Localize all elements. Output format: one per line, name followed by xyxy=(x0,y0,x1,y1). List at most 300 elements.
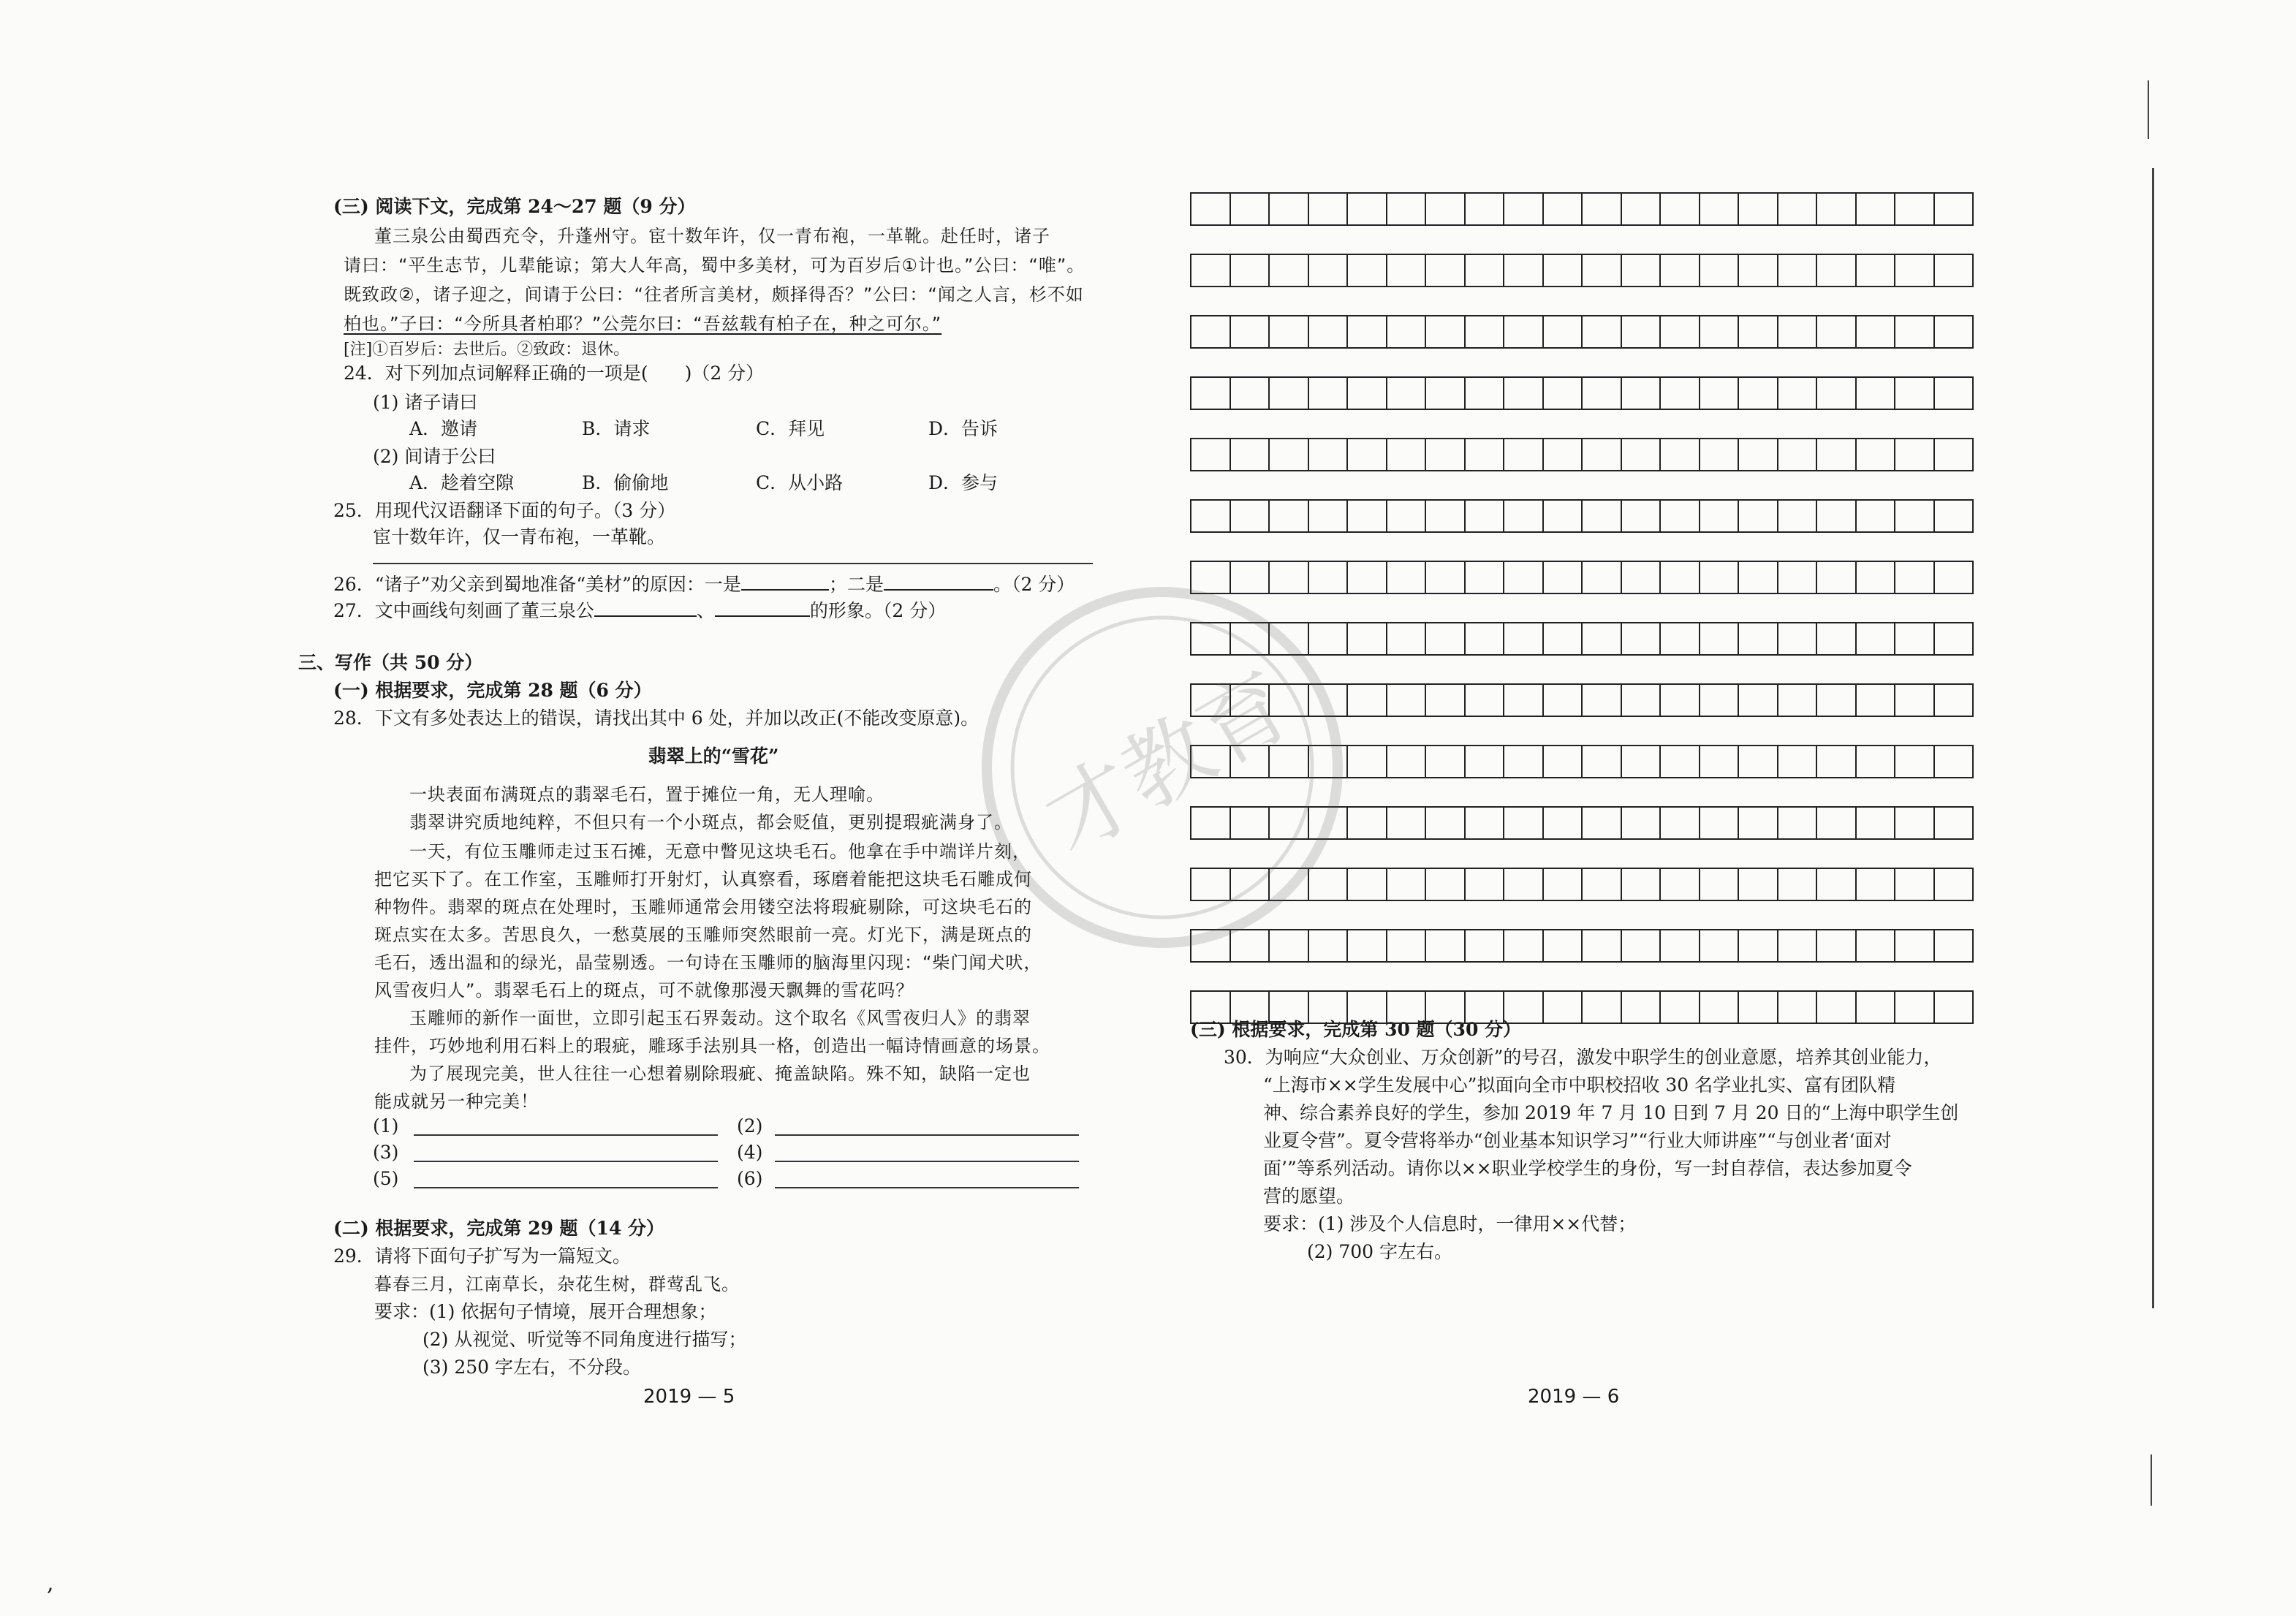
grid-cell[interactable] xyxy=(1426,746,1466,777)
option-c: C．拜见 xyxy=(756,418,825,439)
grid-cell[interactable] xyxy=(1426,869,1466,900)
grid-cell[interactable] xyxy=(1817,378,1857,409)
grid-cell[interactable] xyxy=(1661,623,1700,654)
grid-cell[interactable] xyxy=(1661,808,1700,838)
grid-cell[interactable] xyxy=(1895,255,1935,286)
grid-cell[interactable] xyxy=(1348,808,1387,838)
grid-cell[interactable] xyxy=(1466,869,1505,900)
grid-cell[interactable] xyxy=(1935,378,1974,409)
grid-cell[interactable] xyxy=(1857,562,1896,593)
grid-cell[interactable] xyxy=(1739,808,1778,838)
grid-cell[interactable] xyxy=(1622,316,1662,347)
grid-cell[interactable] xyxy=(1700,194,1740,224)
grid-cell[interactable] xyxy=(1622,255,1662,286)
grid-cell[interactable] xyxy=(1387,194,1427,224)
grid-cell[interactable] xyxy=(1583,623,1622,654)
grid-cell[interactable] xyxy=(1857,685,1896,716)
grid-row xyxy=(1190,315,1974,349)
grid-cell[interactable] xyxy=(1504,992,1544,1023)
grid-cell[interactable] xyxy=(1817,808,1857,838)
grid-cell[interactable] xyxy=(1817,255,1857,286)
grid-cell[interactable] xyxy=(1622,746,1662,777)
grid-cell[interactable] xyxy=(1583,869,1622,900)
grid-cell[interactable] xyxy=(1504,316,1544,347)
grid-cell[interactable] xyxy=(1544,808,1583,838)
answer-line[interactable] xyxy=(414,1161,718,1162)
grid-cell[interactable] xyxy=(1466,316,1505,347)
grid-cell[interactable] xyxy=(1466,501,1505,531)
grid-cell[interactable] xyxy=(1857,255,1896,286)
answer-label: (6) xyxy=(737,1168,763,1189)
grid-cell[interactable] xyxy=(1739,623,1778,654)
grid-cell[interactable] xyxy=(1778,255,1818,286)
grid-cell[interactable] xyxy=(1466,808,1505,838)
grid-cell[interactable] xyxy=(1661,439,1700,470)
grid-cell[interactable] xyxy=(1700,869,1740,900)
grid-row xyxy=(1190,192,1974,226)
grid-cell[interactable] xyxy=(1583,562,1622,593)
grid-cell[interactable] xyxy=(1387,316,1427,347)
grid-cell[interactable] xyxy=(1270,501,1309,531)
grid-cell[interactable] xyxy=(1466,439,1505,470)
grid-cell[interactable] xyxy=(1309,501,1349,531)
grid-cell[interactable] xyxy=(1817,746,1857,777)
grid-cell[interactable] xyxy=(1348,746,1387,777)
grid-cell[interactable] xyxy=(1817,930,1857,961)
grid-cell[interactable] xyxy=(1309,378,1349,409)
option-c: C．从小路 xyxy=(756,472,844,493)
grid-cell[interactable] xyxy=(1583,378,1622,409)
grid-cell[interactable] xyxy=(1700,623,1740,654)
grid-cell[interactable] xyxy=(1935,992,1974,1023)
grid-cell[interactable] xyxy=(1583,194,1622,224)
essay-title: 翡翠上的“雪花” xyxy=(648,746,779,767)
grid-cell[interactable] xyxy=(1857,194,1896,224)
grid-cell[interactable] xyxy=(1739,378,1778,409)
grid-cell[interactable] xyxy=(1504,746,1544,777)
grid-cell[interactable] xyxy=(1739,869,1778,900)
answer-label: (5) xyxy=(373,1168,399,1189)
passage-line: 既致政②，诸子迎之，间请于公曰：“往者所言美材，颇择得否？”公曰：“闻之人言，杉不如 xyxy=(344,284,1084,305)
grid-cell[interactable] xyxy=(1895,194,1935,224)
grid-cell[interactable] xyxy=(1895,685,1935,716)
option-d: D．参与 xyxy=(928,472,999,493)
grid-cell[interactable] xyxy=(1935,501,1974,531)
grid-cell[interactable] xyxy=(1387,623,1427,654)
question-29-req: (2) 从视觉、听觉等不同角度进行描写； xyxy=(423,1329,747,1350)
option-b: B．请求 xyxy=(582,418,651,439)
grid-cell[interactable] xyxy=(1270,992,1309,1023)
grid-cell[interactable] xyxy=(1504,255,1544,286)
grid-cell[interactable] xyxy=(1231,316,1270,347)
grid-cell[interactable] xyxy=(1778,623,1818,654)
grid-cell[interactable] xyxy=(1778,808,1818,838)
grid-cell[interactable] xyxy=(1778,562,1818,593)
grid-cell[interactable] xyxy=(1544,378,1583,409)
grid-cell[interactable] xyxy=(1895,623,1935,654)
grid-cell[interactable] xyxy=(1700,746,1740,777)
question-27-part3: 的形象。（2 分） xyxy=(809,600,947,621)
grid-cell[interactable] xyxy=(1935,623,1974,654)
grid-cell[interactable] xyxy=(1387,378,1427,409)
grid-cell[interactable] xyxy=(1583,439,1622,470)
grid-cell[interactable] xyxy=(1191,316,1231,347)
grid-cell[interactable] xyxy=(1426,685,1466,716)
page-number: 2019 — 6 xyxy=(1528,1386,1620,1408)
grid-cell[interactable] xyxy=(1466,992,1505,1023)
grid-cell[interactable] xyxy=(1426,439,1466,470)
grid-cell[interactable] xyxy=(1661,992,1700,1023)
grid-cell[interactable] xyxy=(1348,930,1387,961)
grid-cell[interactable] xyxy=(1426,562,1466,593)
grid-cell[interactable] xyxy=(1231,378,1270,409)
grid-cell[interactable] xyxy=(1504,439,1544,470)
grid-cell[interactable] xyxy=(1426,808,1466,838)
grid-cell[interactable] xyxy=(1622,501,1662,531)
grid-cell[interactable] xyxy=(1348,623,1387,654)
grid-cell[interactable] xyxy=(1935,808,1974,838)
grid-cell[interactable] xyxy=(1739,255,1778,286)
grid-cell[interactable] xyxy=(1466,255,1505,286)
grid-cell[interactable] xyxy=(1739,930,1778,961)
grid-cell[interactable] xyxy=(1895,316,1935,347)
grid-cell[interactable] xyxy=(1700,685,1740,716)
grid-cell[interactable] xyxy=(1700,439,1740,470)
grid-cell[interactable] xyxy=(1817,685,1857,716)
grid-cell[interactable] xyxy=(1895,930,1935,961)
grid-cell[interactable] xyxy=(1622,992,1662,1023)
grid-cell[interactable] xyxy=(1583,316,1622,347)
grid-cell[interactable] xyxy=(1739,194,1778,224)
grid-cell[interactable] xyxy=(1817,992,1857,1023)
grid-cell[interactable] xyxy=(1817,316,1857,347)
answer-line[interactable] xyxy=(775,1161,1079,1162)
question-26-part3: 。（2 分） xyxy=(993,574,1075,595)
answer-label: (2) xyxy=(737,1115,763,1137)
grid-cell[interactable] xyxy=(1387,685,1427,716)
grid-cell[interactable] xyxy=(1544,501,1583,531)
grid-cell[interactable] xyxy=(1270,316,1309,347)
question-26 xyxy=(333,570,1075,597)
grid-cell[interactable] xyxy=(1583,685,1622,716)
grid-cell[interactable] xyxy=(1778,316,1818,347)
grid-cell[interactable] xyxy=(1191,378,1231,409)
essay-line: 一天，有位玉雕师走过玉石摊，无意中瞥见这块毛石。他拿在手中端详片刻， xyxy=(409,841,1031,862)
question-30-line: 面’”等系列活动。请你以××职业学校学生的身份，写一封自荐信，表达参加夏令 xyxy=(1263,1158,1912,1179)
answer-blank[interactable] xyxy=(741,570,829,591)
grid-cell[interactable] xyxy=(1778,930,1818,961)
grid-cell[interactable] xyxy=(1191,194,1231,224)
grid-cell[interactable] xyxy=(1504,378,1544,409)
grid-cell[interactable] xyxy=(1935,439,1974,470)
grid-cell[interactable] xyxy=(1544,623,1583,654)
grid-cell[interactable] xyxy=(1661,378,1700,409)
grid-cell[interactable] xyxy=(1622,869,1662,900)
grid-cell[interactable] xyxy=(1857,992,1896,1023)
grid-cell[interactable] xyxy=(1466,746,1505,777)
grid-cell[interactable] xyxy=(1661,930,1700,961)
grid-cell[interactable] xyxy=(1348,992,1387,1023)
grid-cell[interactable] xyxy=(1700,930,1740,961)
grid-cell[interactable] xyxy=(1857,869,1896,900)
grid-cell[interactable] xyxy=(1544,316,1583,347)
grid-cell[interactable] xyxy=(1309,316,1349,347)
grid-cell[interactable] xyxy=(1270,439,1309,470)
answer-line[interactable] xyxy=(775,1187,1079,1188)
grid-cell[interactable] xyxy=(1935,930,1974,961)
grid-cell[interactable] xyxy=(1778,501,1818,531)
grid-cell[interactable] xyxy=(1739,746,1778,777)
grid-cell[interactable] xyxy=(1426,378,1466,409)
grid-cell[interactable] xyxy=(1778,992,1818,1023)
grid-cell[interactable] xyxy=(1935,194,1974,224)
grid-cell[interactable] xyxy=(1583,746,1622,777)
grid-cell[interactable] xyxy=(1466,194,1505,224)
grid-cell[interactable] xyxy=(1622,930,1662,961)
grid-cell[interactable] xyxy=(1700,255,1740,286)
grid-cell[interactable] xyxy=(1817,194,1857,224)
grid-cell[interactable] xyxy=(1544,255,1583,286)
grid-cell[interactable] xyxy=(1700,808,1740,838)
grid-cell[interactable] xyxy=(1387,255,1427,286)
grid-cell[interactable] xyxy=(1739,685,1778,716)
grid-cell[interactable] xyxy=(1231,194,1270,224)
grid-cell[interactable] xyxy=(1387,562,1427,593)
grid-cell[interactable] xyxy=(1387,930,1427,961)
grid-cell[interactable] xyxy=(1426,501,1466,531)
grid-cell[interactable] xyxy=(1309,992,1349,1023)
grid-cell[interactable] xyxy=(1661,746,1700,777)
grid-cell[interactable] xyxy=(1466,378,1505,409)
essay-line: 风雪夜归人”。翡翠毛石上的斑点，可不就像那漫天飘舞的雪花吗？ xyxy=(374,980,914,1001)
grid-cell[interactable] xyxy=(1583,808,1622,838)
grid-cell[interactable] xyxy=(1661,316,1700,347)
grid-cell[interactable] xyxy=(1544,562,1583,593)
grid-cell[interactable] xyxy=(1466,685,1505,716)
grid-cell[interactable] xyxy=(1895,501,1935,531)
grid-cell[interactable] xyxy=(1857,378,1896,409)
grid-cell[interactable] xyxy=(1191,992,1231,1023)
grid-cell[interactable] xyxy=(1739,439,1778,470)
grid-cell[interactable] xyxy=(1895,992,1935,1023)
grid-cell[interactable] xyxy=(1504,808,1544,838)
grid-cell[interactable] xyxy=(1739,501,1778,531)
grid-cell[interactable] xyxy=(1348,685,1387,716)
grid-cell[interactable] xyxy=(1504,562,1544,593)
grid-row xyxy=(1190,438,1974,471)
question-29-req: 要求：(1) 依据句子情境，展开合理想象； xyxy=(374,1301,717,1322)
question-25-sentence: 宦十数年许，仅一青布袍，一革靴。 xyxy=(373,526,666,547)
grid-cell[interactable] xyxy=(1857,623,1896,654)
grid-cell[interactable] xyxy=(1583,501,1622,531)
grid-cell[interactable] xyxy=(1817,562,1857,593)
essay-line: 翡翠讲究质地纯粹，不但只有一个小斑点，都会贬值，更别提瑕疵满身了。 xyxy=(409,812,1012,832)
answer-blank[interactable] xyxy=(715,596,810,617)
grid-cell[interactable] xyxy=(1387,501,1427,531)
grid-cell[interactable] xyxy=(1544,930,1583,961)
grid-cell[interactable] xyxy=(1466,930,1505,961)
grid-cell[interactable] xyxy=(1309,194,1349,224)
grid-cell[interactable] xyxy=(1661,562,1700,593)
grid-cell[interactable] xyxy=(1778,439,1818,470)
question-30-req: (2) 700 字左右。 xyxy=(1307,1241,1453,1262)
answer-blank[interactable] xyxy=(594,596,697,617)
option-d: D．告诉 xyxy=(928,418,999,439)
grid-cell[interactable] xyxy=(1348,869,1387,900)
grid-cell[interactable] xyxy=(1817,439,1857,470)
grid-cell[interactable] xyxy=(1348,255,1387,286)
grid-cell[interactable] xyxy=(1935,562,1974,593)
grid-cell[interactable] xyxy=(1348,562,1387,593)
grid-cell[interactable] xyxy=(1661,685,1700,716)
grid-cell[interactable] xyxy=(1817,623,1857,654)
grid-cell[interactable] xyxy=(1231,992,1270,1023)
grid-cell[interactable] xyxy=(1504,930,1544,961)
grid-cell[interactable] xyxy=(1895,562,1935,593)
grid-cell[interactable] xyxy=(1661,255,1700,286)
grid-cell[interactable] xyxy=(1817,869,1857,900)
watermark-text: 才教育 xyxy=(1028,653,1308,873)
grid-cell[interactable] xyxy=(1231,439,1270,470)
grid-cell[interactable] xyxy=(1700,501,1740,531)
grid-cell[interactable] xyxy=(1622,194,1662,224)
grid-cell[interactable] xyxy=(1700,992,1740,1023)
grid-cell[interactable] xyxy=(1622,562,1662,593)
grid-cell[interactable] xyxy=(1739,316,1778,347)
grid-cell[interactable] xyxy=(1583,255,1622,286)
grid-cell[interactable] xyxy=(1426,255,1466,286)
grid-cell[interactable] xyxy=(1857,316,1896,347)
grid-cell[interactable] xyxy=(1191,255,1231,286)
grid-cell[interactable] xyxy=(1622,808,1662,838)
grid-cell[interactable] xyxy=(1778,685,1818,716)
grid-cell[interactable] xyxy=(1270,194,1309,224)
grid-cell[interactable] xyxy=(1857,501,1896,531)
grid-cell[interactable] xyxy=(1895,808,1935,838)
grid-cell[interactable] xyxy=(1857,808,1896,838)
grid-cell[interactable] xyxy=(1935,316,1974,347)
grid-cell[interactable] xyxy=(1857,439,1896,470)
grid-cell[interactable] xyxy=(1231,501,1270,531)
grid-cell[interactable] xyxy=(1895,378,1935,409)
grid-cell[interactable] xyxy=(1544,869,1583,900)
grid-cell[interactable] xyxy=(1504,685,1544,716)
grid-cell[interactable] xyxy=(1348,378,1387,409)
answer-line[interactable] xyxy=(775,1134,1079,1136)
scan-edge-mark xyxy=(2151,1454,2152,1506)
grid-cell[interactable] xyxy=(1857,746,1896,777)
grid-cell[interactable] xyxy=(1270,255,1309,286)
grid-cell[interactable] xyxy=(1309,255,1349,286)
grid-cell[interactable] xyxy=(1778,869,1818,900)
grid-cell[interactable] xyxy=(1895,869,1935,900)
grid-cell[interactable] xyxy=(1544,439,1583,470)
grid-cell[interactable] xyxy=(1622,623,1662,654)
question-30-line: 30．为响应“大众创业、万众创新”的号召，激发中职学生的创业意愿，培养其创业能力， xyxy=(1224,1047,1942,1068)
question-24-2: (2) 间请于公曰 xyxy=(373,446,496,467)
grid-cell[interactable] xyxy=(1426,623,1466,654)
grid-cell[interactable] xyxy=(1817,501,1857,531)
grid-cell[interactable] xyxy=(1622,685,1662,716)
grid-cell[interactable] xyxy=(1622,439,1662,470)
grid-cell[interactable] xyxy=(1387,992,1427,1023)
grid-cell[interactable] xyxy=(1348,501,1387,531)
grid-cell[interactable] xyxy=(1544,685,1583,716)
grid-cell[interactable] xyxy=(1504,869,1544,900)
grid-cell[interactable] xyxy=(1935,255,1974,286)
grid-cell[interactable] xyxy=(1739,992,1778,1023)
passage-line: 请曰：“平生志节，儿辈能谅；第大人年高，蜀中多美材，可为百岁后①计也。”公曰：“唯”。 xyxy=(344,255,1086,276)
answer-line[interactable] xyxy=(414,1187,718,1188)
grid-cell[interactable] xyxy=(1778,194,1818,224)
grid-cell[interactable] xyxy=(1504,194,1544,224)
answer-line[interactable] xyxy=(414,1134,718,1136)
question-27-part1: 27．文中画线句刻画了董三泉公 xyxy=(333,600,594,621)
grid-cell[interactable] xyxy=(1426,316,1466,347)
grid-cell[interactable] xyxy=(1739,562,1778,593)
grid-cell[interactable] xyxy=(1544,194,1583,224)
grid-cell[interactable] xyxy=(1661,869,1700,900)
grid-cell[interactable] xyxy=(1935,685,1974,716)
grid-cell[interactable] xyxy=(1544,992,1583,1023)
grid-cell[interactable] xyxy=(1387,869,1427,900)
grid-cell[interactable] xyxy=(1583,930,1622,961)
grid-cell[interactable] xyxy=(1387,808,1427,838)
grid-cell[interactable] xyxy=(1309,439,1349,470)
grid-cell[interactable] xyxy=(1661,194,1700,224)
grid-cell[interactable] xyxy=(1231,255,1270,286)
grid-cell[interactable] xyxy=(1466,562,1505,593)
grid-cell[interactable] xyxy=(1857,930,1896,961)
grid-cell[interactable] xyxy=(1348,316,1387,347)
grid-cell[interactable] xyxy=(1700,378,1740,409)
answer-label: (1) xyxy=(373,1115,399,1137)
grid-cell[interactable] xyxy=(1348,439,1387,470)
grid-cell[interactable] xyxy=(1700,562,1740,593)
grid-cell[interactable] xyxy=(1583,992,1622,1023)
question-30-line: 营的愿望。 xyxy=(1263,1186,1355,1207)
grid-cell[interactable] xyxy=(1504,501,1544,531)
grid-cell[interactable] xyxy=(1426,194,1466,224)
grid-cell[interactable] xyxy=(1778,746,1818,777)
grid-cell[interactable] xyxy=(1935,746,1974,777)
grid-cell[interactable] xyxy=(1895,746,1935,777)
grid-cell[interactable] xyxy=(1935,869,1974,900)
grid-cell[interactable] xyxy=(1700,316,1740,347)
essay-line: 挂件，巧妙地利用石料上的瑕疵，雕琢手法别具一格，创造出一幅诗情画意的场景。 xyxy=(374,1036,1050,1056)
question-29: 29．请将下面句子扩写为一篇短文。 xyxy=(333,1245,631,1267)
grid-cell[interactable] xyxy=(1426,930,1466,961)
section-header-reading: (三) 阅读下文，完成第 24～27 题（9 分） xyxy=(333,196,696,217)
question-30-line: 神、综合素养良好的学生，参加 2019 年 7 月 10 日到 7 月 20 日的“上海中职学生创 xyxy=(1263,1102,1959,1123)
grid-cell[interactable] xyxy=(1661,501,1700,531)
grid-cell[interactable] xyxy=(1270,378,1309,409)
grid-cell[interactable] xyxy=(1348,194,1387,224)
grid-cell[interactable] xyxy=(1622,378,1662,409)
grid-cell[interactable] xyxy=(1504,623,1544,654)
grid-cell[interactable] xyxy=(1191,501,1231,531)
part-writing-title: 三、写作（共 50 分） xyxy=(298,652,483,673)
grid-cell[interactable] xyxy=(1387,439,1427,470)
grid-cell[interactable] xyxy=(1544,746,1583,777)
grid-cell[interactable] xyxy=(1466,623,1505,654)
grid-cell[interactable] xyxy=(1895,439,1935,470)
grid-cell[interactable] xyxy=(1426,992,1466,1023)
option-a: A．邀请 xyxy=(409,418,478,439)
grid-cell[interactable] xyxy=(1778,378,1818,409)
grid-cell[interactable] xyxy=(1191,439,1231,470)
grid-cell[interactable] xyxy=(1387,746,1427,777)
